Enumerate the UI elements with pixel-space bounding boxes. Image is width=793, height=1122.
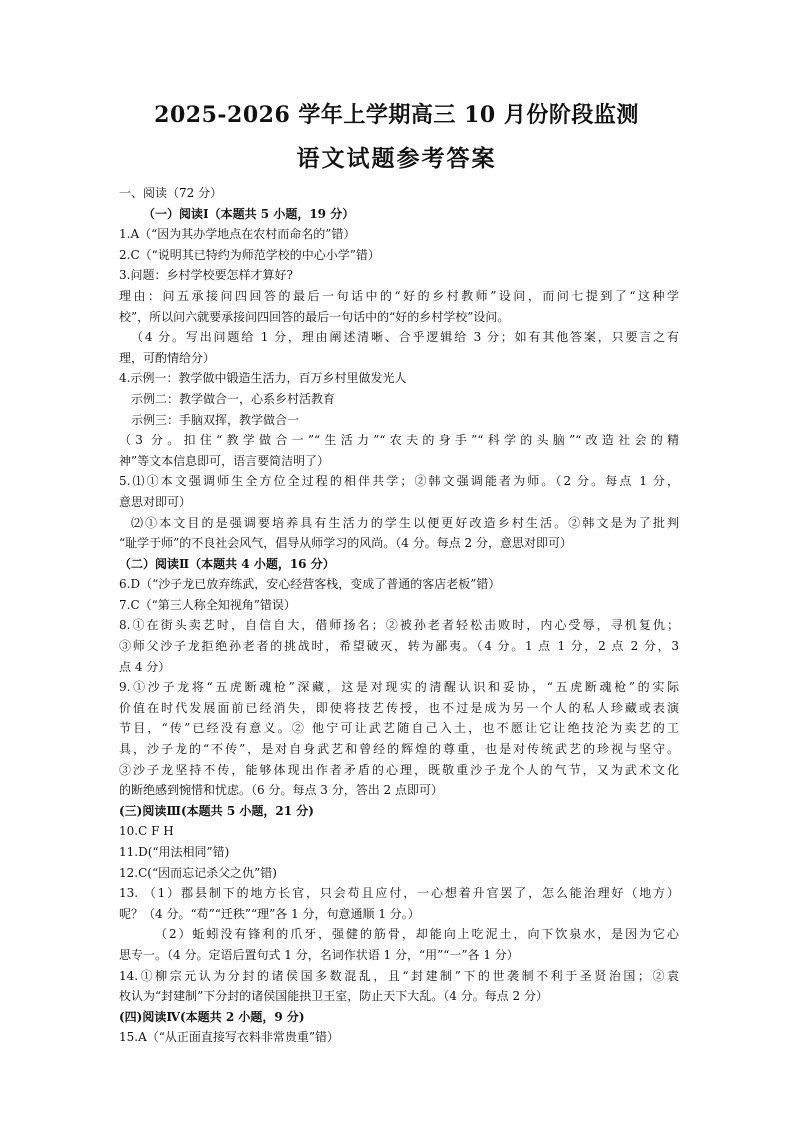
answer-line: 枚认为“封建制”下分封的诸侯国能拱卫王室，防止天下大乱。（4 分。每点 2 分） bbox=[119, 989, 548, 1004]
answer-line: 10.C F H bbox=[119, 824, 174, 839]
answer-line: ③沙子龙坚持不传，能够体现出作者矛盾的心理，既敬重沙子龙个人的气节，又为武术文化 bbox=[119, 762, 679, 777]
answer-line: 思专一。（4 分。定语后置句式 1 分，名词作状语 1 分，“用”“一”各 1 分） bbox=[119, 947, 519, 962]
subsection-heading: (四)阅读Ⅳ(本题共 2 小题，9 分) bbox=[119, 1009, 305, 1024]
answer-line: 7.C（“第三人称全知视角”错误） bbox=[119, 597, 296, 612]
answer-body bbox=[119, 183, 679, 1048]
answer-line: 6.D（“沙子龙已放弃练武，安心经营客栈，变成了普通的客店老板”错） bbox=[119, 577, 501, 592]
answer-line: 14.①柳宗元认为分封的诸侯国多数混乱，且“封建制”下的世袭制不利于圣贤治国；②袁 bbox=[119, 968, 679, 983]
answer-line: 的断绝感到惋惜和忧虑。（6 分。每点 3 分，答出 2 点即可） bbox=[119, 783, 443, 798]
answer-line: 3.问题：乡村学校要怎样才算好? bbox=[119, 268, 293, 283]
answer-line: 11.D(“用法相同”错) bbox=[119, 845, 230, 859]
answer-line: 理由：问五承接问四回答的最后一句话中的“好的乡村教师”设问，而问七提到了“这种学 bbox=[119, 288, 679, 303]
subsection-heading: (三)阅读Ⅲ(本题共 5 小题，21 分) bbox=[119, 803, 314, 818]
answer-line: 9.①沙子龙将“五虎断魂枪”深藏，这是对现实的清醒认识和妥协，“五虎断魂枪”的实际 bbox=[119, 680, 679, 695]
answer-line: ⑵①本文目的是强调要培养具有生活力的学生以便更好改造乡村生活。②韩文是为了批判 bbox=[131, 515, 679, 530]
subsection-heading: （一）阅读Ⅰ（本题共 5 小题，19 分） bbox=[143, 206, 355, 221]
answer-line: （3 分。扣住“教学做合一”“生活力”“农夫的身手”“科学的头脑”“改造社会的精 bbox=[119, 433, 679, 448]
subsection-heading: （二）阅读Ⅱ（本题共 4 小题，16 分） bbox=[119, 556, 335, 571]
answer-line: 1.A（“因为其办学地点在农村而命名的”错） bbox=[119, 227, 356, 242]
answer-line: 13. （1）郡县制下的地方长官，只会苟且应付，一心想着升官罢了，怎么能治理好（地方） bbox=[119, 886, 679, 901]
answer-line: 理，可酌情给分） bbox=[119, 350, 216, 365]
answer-line: 示例三：手脑双挥，教学做合一 bbox=[131, 412, 300, 427]
answer-line: （2）蚯蚓没有锋利的爪牙，强健的筋骨，却能向上吃泥土，向下饮泉水，是因为它心 bbox=[155, 927, 679, 942]
answer-key-title: 语文试题参考答案 bbox=[296, 145, 497, 172]
answer-line: 2.C（“说明其已特约为师范学校的中心小学”错） bbox=[119, 247, 380, 262]
answer-line: 点 4 分） bbox=[119, 659, 171, 674]
answer-line: （4 分。写出问题给 1 分，理由阐述清晰、合乎逻辑给 3 分；如有其他答案，只要言之有 bbox=[131, 330, 679, 345]
answer-line: 8.①在街头卖艺时，自信自大，借师扬名；②被孙老者轻松击败时，内心受辱，寻机复仇； bbox=[119, 618, 679, 633]
answer-line: 节目，“传”已经没有意义。② 他宁可让武艺随自己入土，也不愿让它让绝技沦为卖艺的工 bbox=[119, 721, 679, 736]
answer-line: 意思对即可） bbox=[119, 494, 192, 509]
answer-line: 校”，所以问六就要承接问四回答的最后一句话中的“好的乡村学校”设问。 bbox=[119, 309, 510, 324]
section-heading: 一、阅读（72 分） bbox=[119, 186, 223, 200]
answer-line: ③师父沙子龙拒绝孙老者的挑战时，希望破灭，转为鄙夷。（4 分。1 点 1 分，2 点 2 分，3 bbox=[119, 639, 679, 654]
answer-line: 5.⑴①本文强调师生全方位全过程的相伴共学；②韩文强调能者为师。（2 分。每点 1 分， bbox=[119, 474, 679, 489]
answer-line: 神”等文本信息即可，语言要简洁明了） bbox=[119, 453, 330, 468]
answer-line: 呢？（4 分。“苟”“迁秩”“理”各 1 分，句意通顺 1 分。） bbox=[119, 906, 420, 921]
answer-line: 示例二：教学做合一，心系乡村活教育 bbox=[131, 391, 336, 406]
answer-line: “耻学于师”的不良社会风气，倡导从师学习的风尚。（4 分。每点 2 分，意思对即可） bbox=[119, 536, 572, 551]
answer-line: 12.C(“因而忘记杀父之仇”错) bbox=[119, 865, 277, 880]
exam-title: 2025-2026 学年上学期高三 10 月份阶段监测 bbox=[154, 102, 639, 128]
answer-line: 具，沙子龙的“不传”，是对自身武艺和曾经的辉煌的尊重，也是对传统武艺的珍视与坚守。 bbox=[119, 742, 679, 757]
answer-line: 15.A（“从正面直接写衣料非常贵重”错） bbox=[119, 1030, 340, 1045]
answer-line: 价值在时代发展面前已经消失，即使将技艺传授，也不过是成为另一个人的私人珍藏或表演 bbox=[119, 700, 679, 715]
answer-line: 4.示例一：教学做中锻造生活力，百万乡村里做发光人 bbox=[119, 371, 407, 386]
